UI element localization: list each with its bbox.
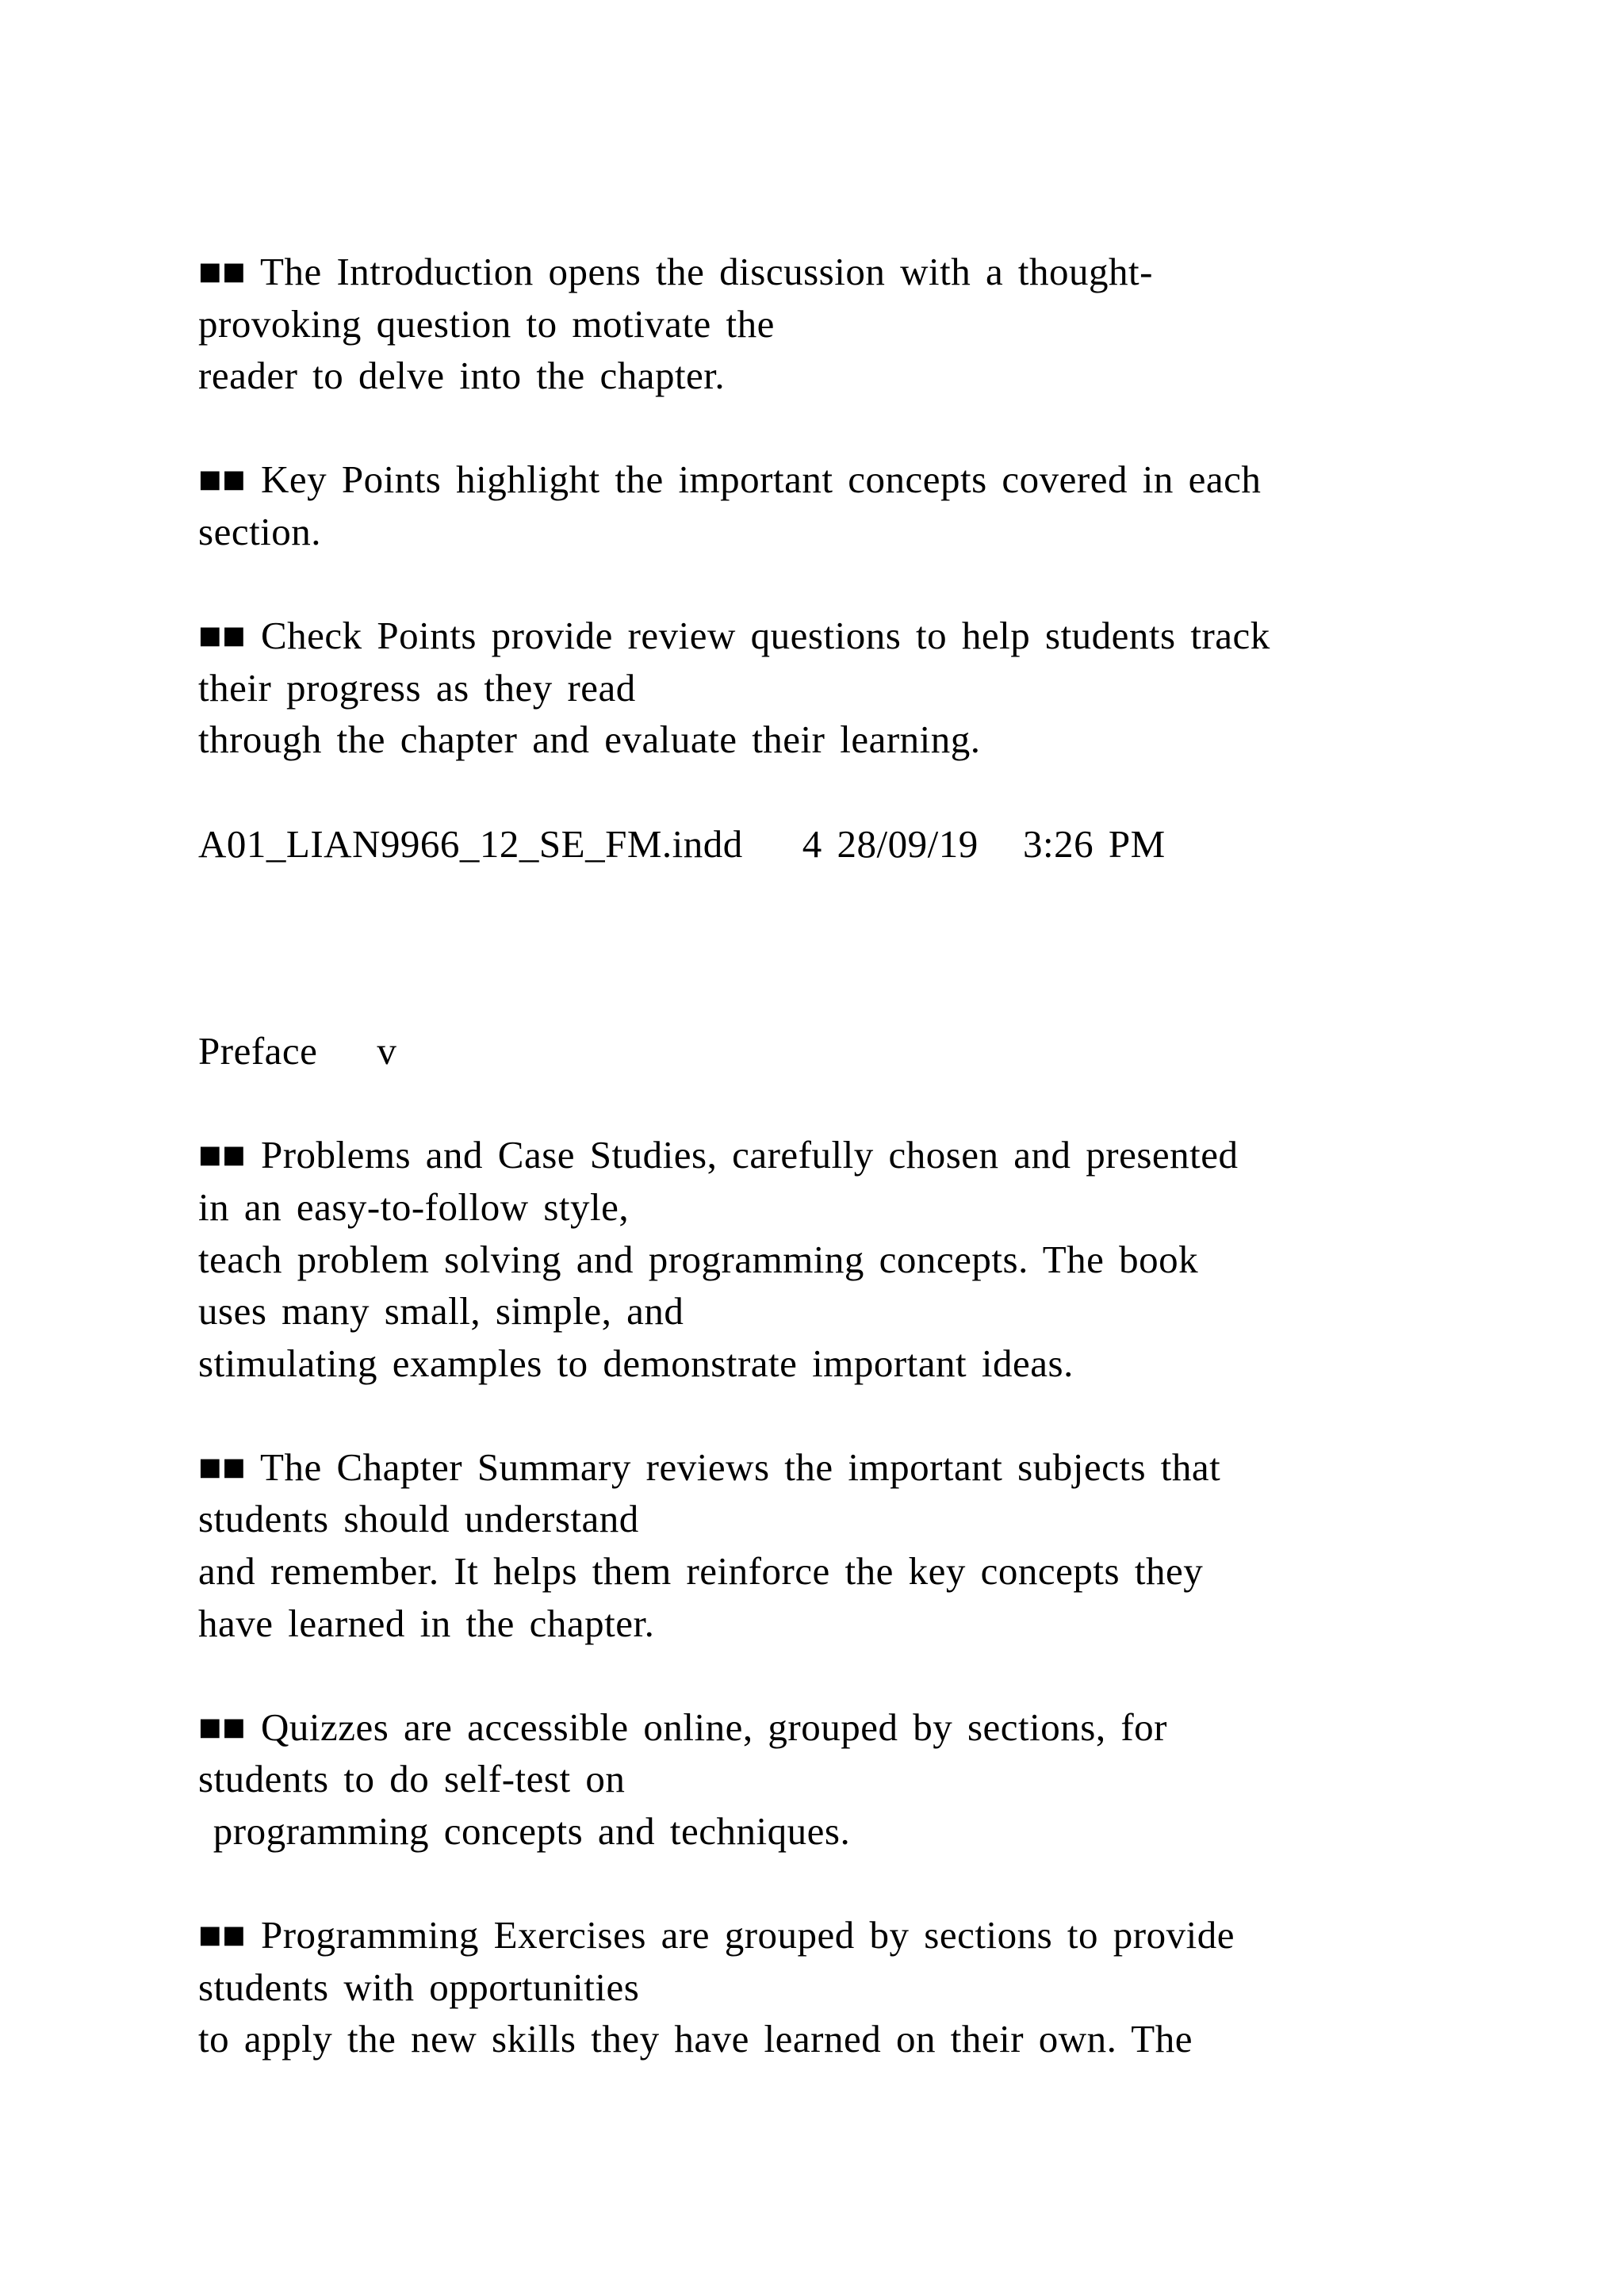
text-line: ■■ The Introduction opens the discussion with a thought-	[198, 250, 1153, 293]
text-line: ■■ Problems and Case Studies, carefully chosen and presented	[198, 1133, 1239, 1177]
text-line: uses many small, simple, and	[198, 1289, 684, 1334]
text-line: stimulating examples to demonstrate important ideas.	[198, 1341, 1074, 1385]
programming-exercises-bullet	[198, 1909, 1546, 2065]
paragraph-gap	[198, 1649, 1546, 1701]
text-line: and remember. It helps them reinforce the key concepts they	[198, 1549, 1204, 1594]
page-break-gap	[198, 870, 1546, 1025]
text-line: teach problem solving and programming concepts. The book	[198, 1237, 1199, 1281]
file-slug-line	[198, 818, 1546, 871]
text-line: ■■ Check Points provide review questions to help students track	[198, 614, 1270, 658]
text-line: ■■ Programming Exercises are grouped by sections to provide	[198, 1913, 1235, 1957]
paragraph-gap	[198, 1077, 1546, 1130]
key-points-bullet	[198, 453, 1546, 557]
paragraph-gap	[198, 558, 1546, 610]
running-header	[198, 1025, 1546, 1077]
text-line: students to do self-test on	[198, 1757, 626, 1801]
paragraph-gap	[198, 1389, 1546, 1441]
text-line: to apply the new skills they have learned on their own. The	[198, 2017, 1193, 2061]
text-line: their progress as they read	[198, 665, 636, 710]
text-line: reader to delve into the chapter.	[198, 354, 726, 398]
chapter-summary-bullet	[198, 1441, 1546, 1649]
paragraph-gap	[198, 766, 1546, 818]
problems-bullet	[198, 1129, 1546, 1389]
text-line: A01_LIAN9966_12_SE_FM.indd 4 28/09/19 3:26 PM	[198, 821, 1166, 866]
introduction-bullet	[198, 246, 1546, 402]
text-line: ■■ The Chapter Summary reviews the important subjects that	[198, 1445, 1221, 1489]
text-line: students should understand	[198, 1497, 639, 1541]
paragraph-gap	[198, 1858, 1546, 1910]
text-line: in an easy-to-follow style,	[198, 1184, 630, 1229]
check-points-bullet	[198, 610, 1546, 766]
text-line: Preface v	[198, 1029, 397, 1073]
text-line: ■■ Key Points highlight the important concepts covered in each	[198, 457, 1262, 502]
text-line: through the chapter and evaluate their learning.	[198, 718, 981, 762]
quizzes-bullet	[198, 1701, 1546, 1858]
text-line: ■■ Quizzes are accessible online, grouped by sections, for	[198, 1705, 1167, 1749]
paragraph-gap	[198, 402, 1546, 454]
text-line: students with opportunities	[198, 1965, 640, 2009]
text-line: section.	[198, 509, 322, 553]
document-page	[198, 246, 1546, 2065]
text-line: provoking question to motivate the	[198, 301, 775, 346]
text-line: have learned in the chapter.	[198, 1601, 655, 1645]
text-line: programming concepts and techniques.	[198, 1809, 851, 1854]
